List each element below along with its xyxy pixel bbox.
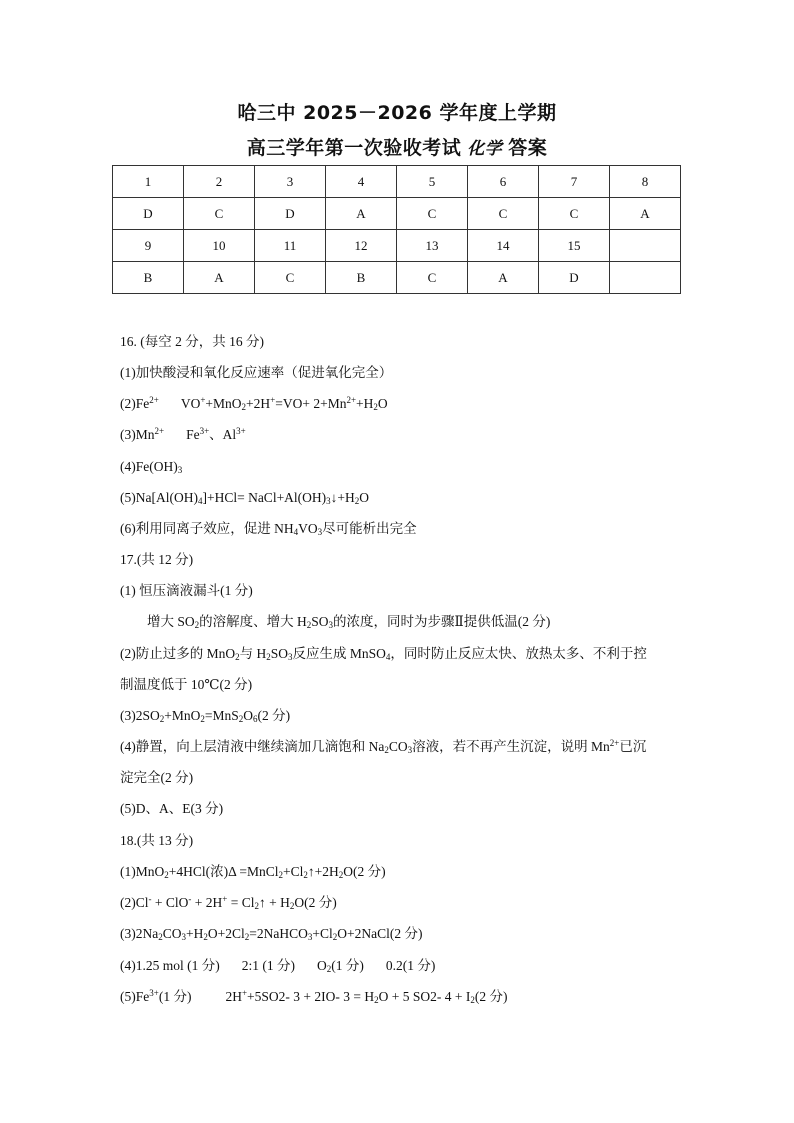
superscript: + — [270, 395, 276, 405]
subscript: 2 — [241, 402, 247, 412]
table-row — [113, 166, 681, 198]
text: 反应生成 MnSO — [292, 646, 386, 661]
text: (6)利用同离子效应，促进 NH — [120, 521, 294, 536]
table-cell: A — [184, 262, 255, 294]
text: (4)1.25 mol (1 分) — [120, 958, 220, 973]
q16-answer-6 — [120, 519, 417, 539]
text: +H — [356, 396, 374, 411]
subscript: 2 — [354, 496, 360, 506]
table-cell: 5 — [397, 166, 468, 198]
text: (2)Cl — [120, 895, 149, 910]
q17-answer-2 — [120, 644, 647, 664]
table-cell: C — [397, 198, 468, 230]
subscript: 2 — [238, 714, 244, 724]
subtitle-exam: 高三学年第一次验收考试 — [246, 137, 462, 159]
text: (4)静置，向上层清液中继续滴加几滴饱和 Na — [120, 739, 385, 754]
subscript: 4 — [293, 527, 299, 537]
text: +MnO — [205, 396, 242, 411]
subscript: 2 — [254, 901, 259, 911]
table-cell: A — [326, 198, 397, 230]
superscript: 2+ — [346, 395, 357, 405]
subscript: 2 — [200, 714, 205, 724]
table-cell: 4 — [326, 166, 397, 198]
text: O + 5 SO2- 4 + I — [378, 989, 471, 1004]
table-cell: 2 — [184, 166, 255, 198]
subscript: 2 — [203, 932, 208, 942]
q18-heading: 18.(共 13 分) — [120, 833, 194, 848]
text: +Cl — [283, 864, 304, 879]
text: = Cl — [227, 895, 255, 910]
subscript: 2 — [384, 745, 389, 755]
table-cell: C — [539, 198, 610, 230]
text: (2 分) — [474, 989, 508, 1004]
text: O(2 分) — [294, 895, 337, 910]
text: 增大 SO — [147, 614, 195, 629]
text: (4)Fe(OH) — [120, 459, 178, 474]
superscript: - — [148, 894, 152, 904]
superscript: + — [200, 395, 206, 405]
subscript: 3 — [328, 620, 334, 630]
answer-table — [112, 165, 681, 294]
text: (2)防止过多的 MnO — [120, 646, 236, 661]
text: +H — [186, 926, 204, 941]
table-cell: C — [397, 262, 468, 294]
subscript: 3 — [326, 496, 331, 506]
text: 2H — [225, 989, 242, 1004]
table-cell: 7 — [539, 166, 610, 198]
table-cell: B — [113, 262, 184, 294]
q16-answer-3 — [120, 425, 246, 445]
text: VO — [180, 396, 201, 411]
q17-answer-5: (5)D、A、E(3 分) — [120, 801, 224, 816]
text: (5)Fe — [120, 989, 150, 1004]
text: ↑+2H — [307, 864, 339, 879]
text: (2 分) — [257, 708, 291, 723]
text: Fe — [186, 427, 200, 442]
text: +2H — [246, 396, 271, 411]
text: =MnS — [204, 708, 239, 723]
q16-answer-4 — [120, 457, 182, 477]
subscript: 2 — [235, 652, 240, 662]
subscript: 2 — [164, 870, 169, 880]
q17-answer-3 — [120, 706, 290, 726]
superscript: 2+ — [154, 426, 165, 436]
table-cell — [610, 262, 681, 294]
text: +Cl — [312, 926, 333, 941]
text: O(2 分) — [343, 864, 386, 879]
text: ]+HCl= NaCl+Al(OH) — [202, 490, 327, 505]
text: =VO+ 2+Mn — [275, 396, 347, 411]
table-cell: 15 — [539, 230, 610, 262]
subscript: 2 — [470, 995, 475, 1005]
table-cell: D — [255, 198, 326, 230]
text: 的浓度，同时为步骤Ⅱ提供低温(2 分) — [333, 614, 551, 629]
table-cell: D — [113, 198, 184, 230]
subscript: 2 — [289, 901, 295, 911]
text: (3)2SO — [120, 708, 160, 723]
subscript: 2 — [303, 870, 308, 880]
subtitle-answer: 答案 — [508, 137, 548, 159]
table-cell: 8 — [610, 166, 681, 198]
text: O+2NaCl(2 分) — [337, 926, 423, 941]
subscript: 3 — [307, 932, 313, 942]
text: +MnO — [164, 708, 201, 723]
table-cell: A — [468, 262, 539, 294]
subscript: 2 — [306, 620, 312, 630]
text: SO — [311, 614, 329, 629]
superscript: 2+ — [609, 738, 620, 748]
subscript: 3 — [288, 652, 293, 662]
subscript: 2 — [266, 652, 271, 662]
text: 尽可能析出完全 — [322, 521, 417, 536]
text: CO — [162, 926, 182, 941]
text: O — [359, 490, 370, 505]
q18-answer-5 — [120, 987, 507, 1007]
q18-answer-1 — [120, 862, 386, 882]
text: ，同时防止反应太快、放热太多、不利于控 — [390, 646, 647, 661]
text: CO — [388, 739, 408, 754]
text: (1 分) — [158, 989, 192, 1004]
q17-answer-4-cont: 淀完全(2 分) — [120, 770, 194, 785]
subscript: 3 — [317, 527, 323, 537]
table-cell: 1 — [113, 166, 184, 198]
subscript: 3 — [177, 465, 183, 475]
superscript: 2+ — [149, 395, 159, 405]
page-subtitle — [0, 133, 794, 160]
subscript: 2 — [194, 620, 200, 630]
text: 已沉 — [619, 739, 647, 754]
subscript: 2 — [278, 870, 284, 880]
q16-answer-5 — [120, 488, 369, 508]
text: SO — [270, 646, 289, 661]
text: =2NaHCO — [249, 926, 308, 941]
text: ↓+H — [330, 490, 355, 505]
table-cell: C — [255, 262, 326, 294]
text: O — [377, 396, 388, 411]
table-cell: 6 — [468, 166, 539, 198]
table-cell: A — [610, 198, 681, 230]
q17-answer-2-cont: 制温度低于 10℃(2 分) — [120, 677, 253, 692]
subscript: 2 — [158, 932, 163, 942]
table-cell: 14 — [468, 230, 539, 262]
text: O+2Cl — [207, 926, 245, 941]
subscript: 3 — [181, 932, 186, 942]
text: 2:1 (1 分) — [241, 958, 295, 973]
q17-answer-1b — [147, 612, 550, 632]
table-cell: 3 — [255, 166, 326, 198]
table-cell: 10 — [184, 230, 255, 262]
q18-answer-3 — [120, 924, 422, 944]
table-cell: B — [326, 262, 397, 294]
superscript: 3+ — [199, 426, 210, 436]
text: 溶液，若不再产生沉淀，说明 Mn — [412, 739, 610, 754]
text: ↑ + H — [258, 895, 290, 910]
subscript: 2 — [159, 714, 165, 724]
text: (1)MnO — [120, 864, 165, 879]
q17-heading: 17.(共 12 分) — [120, 552, 194, 567]
table-cell: 13 — [397, 230, 468, 262]
superscript: + — [222, 894, 228, 904]
subscript: 6 — [253, 714, 258, 724]
q17-answer-4 — [120, 737, 646, 757]
text: (3)Mn — [120, 427, 155, 442]
superscript: + — [241, 988, 248, 998]
q18-answer-2 — [120, 893, 337, 913]
q17-answer-1: (1) 恒压滴液漏斗(1 分) — [120, 583, 253, 598]
superscript: - — [188, 894, 192, 904]
table-cell: 12 — [326, 230, 397, 262]
text: O — [243, 708, 254, 723]
subscript: 4 — [197, 496, 203, 506]
text: 与 H — [239, 646, 267, 661]
text: +5SO2- 3 + 2IO- 3 = H — [247, 989, 375, 1004]
subscript: 2 — [374, 995, 379, 1005]
table-cell: D — [539, 262, 610, 294]
subscript: 2 — [326, 964, 332, 974]
table-cell: C — [468, 198, 539, 230]
table-cell: 9 — [113, 230, 184, 262]
subscript: 4 — [385, 652, 391, 662]
text: + ClO — [151, 895, 189, 910]
table-row — [113, 262, 681, 294]
q16-answer-2 — [120, 394, 388, 414]
table-cell: C — [184, 198, 255, 230]
text: O — [316, 958, 327, 973]
superscript: 3+ — [236, 426, 246, 436]
subscript: 2 — [244, 932, 250, 942]
subscript: 3 — [407, 745, 413, 755]
q16-heading: 16. (每空 2 分，共 16 分) — [120, 334, 264, 349]
table-cell: 11 — [255, 230, 326, 262]
subscript: 2 — [373, 402, 378, 412]
page-title: 哈三中 2025－2026 学年度上学期 — [237, 102, 557, 124]
q18-answer-4 — [120, 956, 435, 976]
text: + 2H — [191, 895, 223, 910]
text: VO — [298, 521, 318, 536]
superscript: 3+ — [149, 988, 159, 998]
text: (5)Na[Al(OH) — [120, 490, 198, 505]
text: (3)2Na — [120, 926, 159, 941]
text: 0.2(1 分) — [385, 958, 436, 973]
q16-answer-1: (1)加快酸浸和氧化反应速率（促进氧化完全） — [120, 365, 393, 380]
table-cell — [610, 230, 681, 262]
subtitle-subject: 化学 — [467, 139, 503, 159]
text: +4HCl(浓)Δ =MnCl — [168, 864, 279, 879]
text: 、Al — [209, 427, 237, 442]
table-row — [113, 198, 681, 230]
subscript: 2 — [332, 932, 338, 942]
text: (2)Fe — [120, 396, 150, 411]
table-row — [113, 230, 681, 262]
text: (1 分) — [331, 958, 364, 973]
text: 的溶解度、增大 H — [199, 614, 307, 629]
subscript: 2 — [338, 870, 344, 880]
